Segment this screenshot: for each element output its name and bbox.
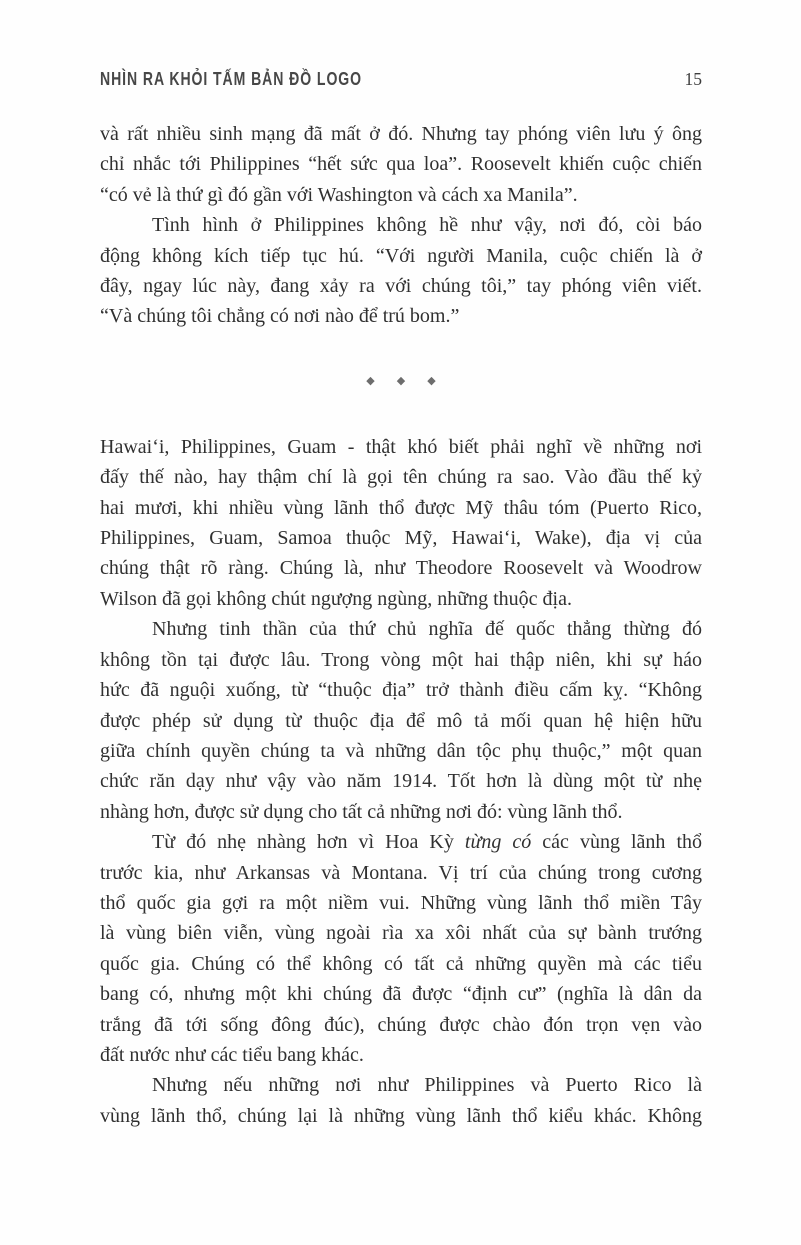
text-line: “Và chúng tôi chẳng có nơi nào để trú bom.” bbox=[100, 305, 460, 328]
text-line: “có vẻ là thứ gì đó gần với Washington và cách xa Manila”. bbox=[100, 183, 578, 206]
text-line: quốc gia. Chúng có thể không có tất cả những quyền mà các tiểu bbox=[100, 952, 702, 975]
paragraph bbox=[100, 432, 702, 614]
diamond-icon: ◆ bbox=[427, 375, 436, 388]
text-line: Nhưng nếu những nơi như Philippines và Puerto Rico là bbox=[152, 1074, 702, 1097]
text-line: giữa chính quyền chúng ta và những dân tộc phụ thuộc,” một quan bbox=[100, 739, 702, 762]
text-line: đây, ngay lúc này, đang xảy ra với chúng tôi,” tay phóng viên viết. bbox=[100, 275, 702, 298]
paragraph bbox=[100, 827, 702, 1070]
text-line: trước kia, như Arkansas và Montana. Vị trí của chúng trong cương bbox=[100, 861, 702, 884]
text-line: đấy thế nào, hay thậm chí là gọi tên chúng ra sao. Vào đầu thế kỷ bbox=[100, 466, 702, 489]
text-line: Từ đó nhẹ nhàng hơn vì Hoa Kỳ từng có các vùng lãnh thổ bbox=[152, 831, 702, 854]
text-line: Wilson đã gọi không chút ngượng ngùng, những thuộc địa. bbox=[100, 587, 572, 610]
text-line: được phép sử dụng từ thuộc địa để mô tả mối quan hệ hiện hữu bbox=[100, 709, 702, 732]
text-line: vùng lãnh thổ, chúng lại là những vùng lãnh thổ kiểu khác. Không bbox=[100, 1104, 702, 1127]
text-line: và rất nhiều sinh mạng đã mất ở đó. Nhưng tay phóng viên lưu ý ông bbox=[100, 123, 702, 145]
text-line: thổ quốc gia gợi ra một niềm vui. Những vùng lãnh thổ miền Tây bbox=[100, 891, 702, 914]
page-header bbox=[100, 69, 702, 90]
text-line: chỉ nhắc tới Philippines “hết sức qua loa”. Roosevelt khiến cuộc chiến bbox=[100, 153, 702, 176]
diamond-icon: ◆ bbox=[396, 375, 406, 388]
text-line: là vùng biên viễn, vùng ngoài rìa xa xôi nhất của sự bành trướng bbox=[100, 922, 702, 945]
text-line: Tình hình ở Philippines không hề như vậy, nơi đó, còi báo bbox=[152, 214, 702, 237]
running-title: NHÌN RA KHỎI TẤM BẢN ĐỒ LOGO bbox=[100, 69, 363, 89]
text-line: Philippines, Guam, Samoa thuộc Mỹ, Hawaiʻi, Wake), địa vị của bbox=[100, 527, 702, 550]
text-line: hức đã nguội xuống, từ “thuộc địa” trở thành điều cấm kỵ. “Không bbox=[100, 679, 702, 702]
paragraph bbox=[100, 119, 702, 210]
diamond-icon: ◆ bbox=[366, 375, 375, 388]
paragraph bbox=[100, 614, 702, 827]
text-line: không tồn tại được lâu. Trong vòng một hai thập niên, khi sự háo bbox=[100, 648, 702, 671]
text-line: nhàng hơn, được sử dụng cho tất cả những nơi đó: vùng lãnh thổ. bbox=[100, 800, 623, 823]
text-line: đất nước như các tiểu bang khác. bbox=[100, 1043, 364, 1066]
text-line: Nhưng tinh thần của thứ chủ nghĩa đế quốc thẳng thừng đó bbox=[152, 618, 702, 641]
paragraph bbox=[100, 1070, 702, 1131]
text-line: chức răn dạy như vậy vào năm 1914. Tốt hơn là dùng một từ nhẹ bbox=[100, 770, 702, 793]
text-line: bang có, nhưng một khi chúng đã được “định cư” (nghĩa là dân da bbox=[100, 983, 702, 1006]
paragraph bbox=[100, 210, 702, 332]
text-line: chúng thật rõ ràng. Chúng là, như Theodore Roosevelt và Woodrow bbox=[100, 557, 702, 580]
text-column bbox=[100, 119, 702, 1131]
text-line: Hawaiʻi, Philippines, Guam - thật khó biết phải nghĩ về những nơi bbox=[100, 435, 702, 458]
section-break-ornament bbox=[100, 332, 702, 432]
text-line: động không kích tiếp tục hú. “Với người Manila, cuộc chiến là ở bbox=[100, 244, 702, 267]
text-line: hai mươi, khi nhiều vùng lãnh thổ được Mỹ thâu tóm (Puerto Rico, bbox=[100, 496, 702, 519]
text-line: trắng đã tới sống đông đúc), chúng được chào đón trọn vẹn vào bbox=[100, 1013, 702, 1036]
page-number: 15 bbox=[684, 69, 702, 89]
